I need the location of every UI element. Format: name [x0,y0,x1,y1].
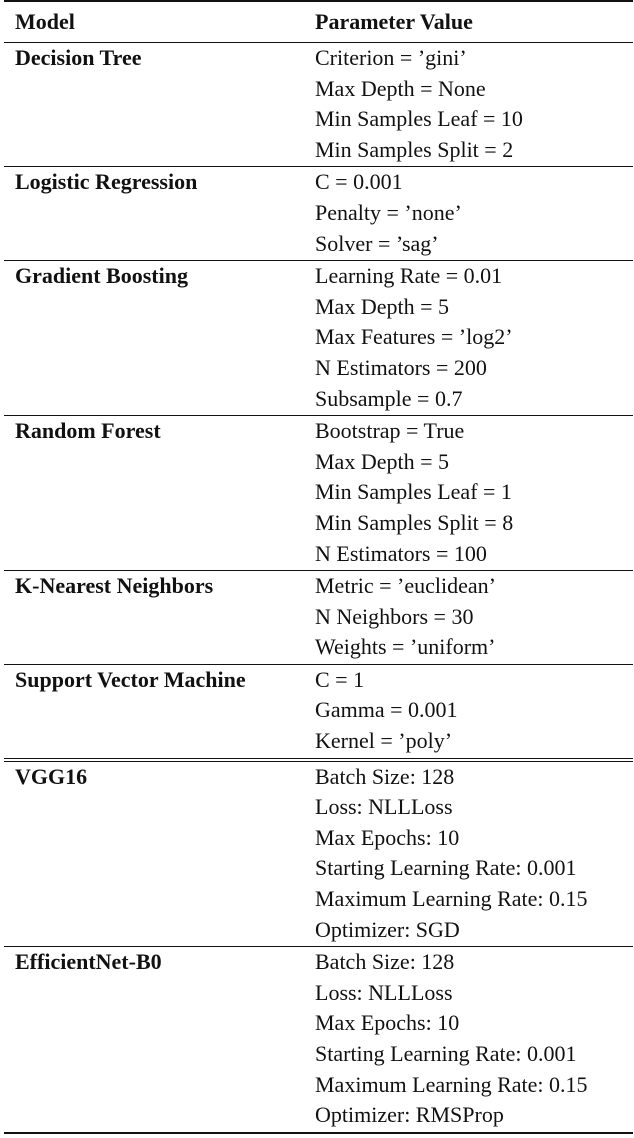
model-name: Gradient Boosting [15,263,188,289]
header-model: Model [15,9,75,34]
parameter-value: Bootstrap = True [315,418,465,444]
table-row [4,664,633,759]
table-header [4,1,633,43]
parameter-value: Batch Size: 128 [315,763,455,789]
parameter-value: Max Depth = 5 [315,293,449,319]
parameter-list [315,760,633,947]
table-row [4,43,633,167]
parameter-list [315,261,633,416]
parameter-value: Solver = ’sag’ [315,230,439,256]
parameter-value: Max Depth = 5 [315,448,449,474]
parameter-value: Weights = ’uniform’ [315,634,496,660]
model-name: EfficientNet-B0 [15,949,162,975]
model-name: VGG16 [15,763,88,789]
header-row [4,1,633,43]
parameter-value: Penalty = ’none’ [315,199,462,225]
parameter-value: Starting Learning Rate: 0.001 [315,1041,577,1066]
table-row [4,167,633,261]
parameter-value: Max Features = ’log2’ [315,324,513,350]
parameter-value: Loss: NLLLoss [315,794,453,820]
parameter-value: Criterion = ’gini’ [315,45,467,70]
parameter-list [315,664,633,759]
parameter-value: Optimizer: RMSProp [315,1102,504,1128]
parameter-list [315,167,633,261]
parameter-value: Kernel = ’poly’ [315,728,453,754]
table-row [4,571,633,665]
parameter-value: N Estimators = 200 [315,354,487,380]
parameter-value: C = 0.001 [315,169,403,195]
parameter-list [315,571,633,665]
parameter-list [315,43,633,167]
parameter-value: Min Samples Split = 8 [315,509,514,535]
parameter-value: Batch Size: 128 [315,949,455,975]
parameter-value: Gamma = 0.001 [315,697,458,723]
model-name: Support Vector Machine [15,666,246,692]
parameter-value: Min Samples Split = 2 [315,136,514,162]
parameter-value: Min Samples Leaf = 1 [315,479,512,505]
parameter-value: N Neighbors = 30 [315,603,474,629]
parameter-list [315,416,633,571]
parameter-value: Max Epochs: 10 [315,824,460,850]
table-row [4,760,633,947]
parameter-value: Max Depth = None [315,75,486,101]
parameter-value: Maximum Learning Rate: 0.15 [315,1071,588,1097]
parameter-value: Min Samples Leaf = 10 [315,106,523,132]
parameter-value: Optimizer: SGD [315,916,460,942]
parameter-list [315,947,633,1133]
parameter-value: Metric = ’euclidean’ [315,573,496,599]
model-name: Decision Tree [15,45,142,70]
header-parameter-value: Parameter Value [315,9,473,34]
parameter-value: Max Epochs: 10 [315,1010,460,1036]
parameter-value: N Estimators = 100 [315,540,487,566]
model-name: K-Nearest Neighbors [15,573,214,599]
parameter-value: Maximum Learning Rate: 0.15 [315,886,588,912]
table-row [4,416,633,571]
parameter-value: Learning Rate = 0.01 [315,263,503,289]
model-name: Logistic Regression [15,169,198,195]
parameter-value: Starting Learning Rate: 0.001 [315,855,577,881]
parameter-value: Subsample = 0.7 [315,385,463,411]
table-row [4,947,633,1133]
parameter-value: C = 1 [315,666,365,692]
parameter-value: Loss: NLLLoss [315,979,453,1005]
model-name: Random Forest [15,418,161,444]
table-body [4,43,633,1133]
table-row [4,261,633,416]
hyperparameter-table [4,0,633,1134]
